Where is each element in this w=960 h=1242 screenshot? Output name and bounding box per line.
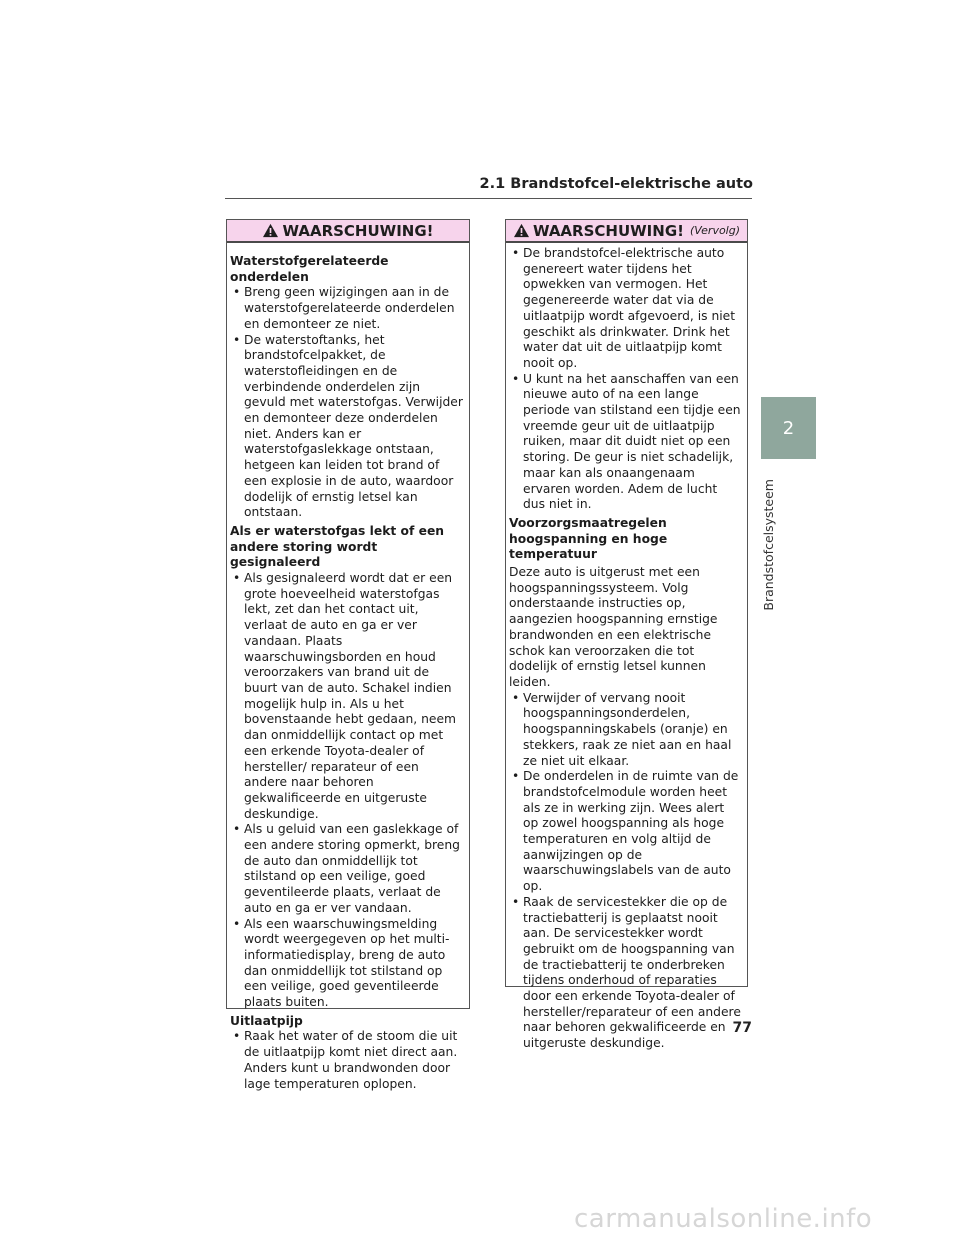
page-header-title: 2.1 Brandstofcel-elektrische auto [479, 176, 753, 192]
list-item: • Raak het water of de stoom die uit de uitlaatpijp komt niet direct aan. Anders kunt u brandwonden door lage temperaturen oplopen. [230, 1029, 465, 1092]
list-item: • De waterstoftanks, het brandstofcelpakket, de waterstofleidingen en de verbindende onderdelen zijn gevuld met waterstofgas. Verwijder en demonteer deze onderdelen niet. Anders kan er waterstofgaslekkage ontstaan, hetgeen kan leiden tot brand of een explosie in de auto, waardoor dodelijk of ernstig letsel kan ontstaan. [230, 333, 465, 521]
section-paragraph: Deze auto is uitgerust met een hoogspanningssysteem. Volg onderstaande instructies op, aangezien hoogspanning ernstige brandwonden en een elektrische schok kan veroorzaken die tot dodelijk of ernstig letsel kunnen leiden. [509, 565, 718, 689]
bullet-list [230, 571, 465, 1011]
list-item: • Breng geen wijzigingen aan in de waterstofgerelateerde onderdelen en demonteer ze niet. [230, 285, 465, 332]
chapter-label [755, 465, 781, 625]
list-item: • Als u geluid van een gaslekkage of een andere storing opmerkt, breng de auto dan onmiddellijk tot stilstand op een veilige, goed geventileerde plaats, verlaat de auto en ga er ver vandaan. [230, 822, 465, 916]
bullet-list [509, 246, 743, 513]
warning-content [506, 243, 747, 1052]
page-number: 77 [732, 1020, 752, 1036]
warning-triangle-icon [513, 223, 530, 238]
section-title: Als er waterstofgas lekt of een andere storing wordt gesignaleerd [230, 523, 445, 570]
bullet-list [230, 285, 465, 521]
warning-triangle-icon [262, 223, 279, 238]
list-item: • Als een waarschuwingsmelding wordt weergegeven op het multi-informatiedisplay, breng de auto dan onmiddellijk tot stilstand op een veilige, goed geventileerde plaats buiten. [230, 917, 465, 1011]
list-item: • Raak de servicestekker die op de tractiebatterij is geplaatst nooit aan. De servicestekker wordt gebruikt om de hoogspanning van de tractiebatterij te onderbreken tijdens onderhoud of reparaties door een erkende Toyota-dealer of hersteller/reparateur of een andere naar behoren gekwalificeerde en uitgeruste deskundige. [509, 895, 743, 1052]
chapter-number: 2 [782, 417, 795, 439]
list-item: • De onderdelen in de ruimte van de brandstofcelmodule worden heet als ze in werking zijn. Wees alert op zowel hoogspanning als hoge temperaturen en volg altijd de aanwijzingen op de waarschuwingslabels van de auto op. [509, 769, 743, 895]
warning-box-left [226, 219, 470, 1091]
list-item: • Verwijder of vervang nooit hoogspanningsonderdelen, hoogspanningskabels (oranje) en stekkers, raak ze niet aan en haal ze niet uit elkaar. [509, 691, 743, 770]
watermark: carmanualsonline.info [574, 1204, 873, 1234]
section-title: Voorzorgsmaatregelen hoogspanning en hoge temperatuur [509, 515, 668, 562]
warning-band [506, 220, 747, 243]
bullet-list [509, 691, 743, 1052]
list-item: • Als gesignaleerd wordt dat er een grote hoeveelheid waterstofgas lekt, zet dan het contact uit, verlaat de auto en ga er ver vandaan. Plaats waarschuwingsborden en houd veroorzakers van brand uit de buurt van de auto. Schakel indien mogelijk hulp in. Als u het bovenstaande hebt gedaan, neem dan onmiddellijk contact op met een erkende Toyota-dealer of hersteller/ reparateur of een andere naar behoren gekwalificeerde en uitgeruste deskundige. [230, 571, 465, 822]
header-divider [225, 198, 752, 199]
list-item: • U kunt na het aanschaffen van een nieuwe auto of na een lange periode van stilstand een tijdje een vreemde geur uit de uitlaatpijp ruiken, maar dit duidt niet op een storing. De geur is niet schadelijk, maar kan als onaangenaam ervaren worden. Adem de lucht dus niet in. [509, 372, 743, 513]
continued-label: (Vervolg) [689, 224, 741, 237]
section-title: Uitlaatpijp [230, 1013, 303, 1028]
list-item: • De brandstofcel-elektrische auto genereert water tijdens het opwekken van vermogen. Het gegenereerde water dat via de uitlaatpijp wordt afgevoerd, is niet geschikt als drinkwater. Drink het water dat uit de uitlaatpijp komt nooit op. [509, 246, 743, 372]
warning-title: WAARSCHUWING! [532, 221, 684, 240]
warning-title: WAARSCHUWING! [282, 221, 434, 240]
warning-content [227, 243, 469, 1092]
chapter-label-text: Brandstofcelsysteem [760, 479, 776, 611]
bullet-list [230, 1029, 465, 1092]
chapter-tab [761, 397, 816, 459]
section-title: Waterstofgerelateerde onderdelen [230, 254, 389, 284]
warning-band [227, 220, 469, 243]
